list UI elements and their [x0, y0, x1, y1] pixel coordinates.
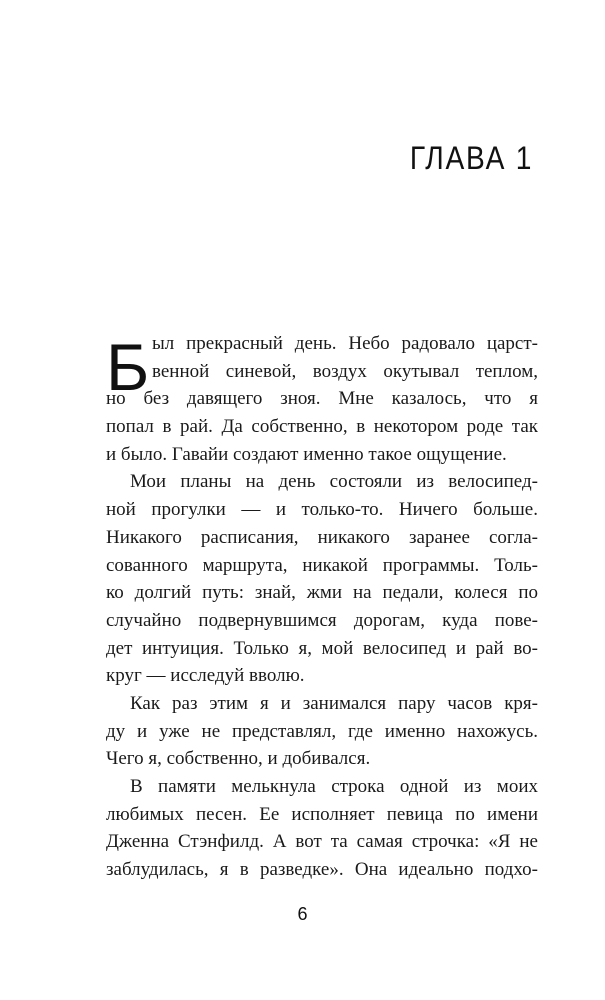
- text-line: ко долгий путь: знай, жми на педали, колеся по: [106, 582, 538, 604]
- text-line: любимых песен. Ее исполняет певица по имени: [106, 803, 538, 825]
- text-line: венной синевой, воздух окутывал теплом,: [152, 360, 538, 382]
- text-line: и было. Гавайи создают именно такое ощущение.: [106, 443, 507, 465]
- text-line: круг — исследуй вволю.: [106, 665, 305, 687]
- text-line: ыл прекрасный день. Небо радовало царст-: [152, 333, 538, 354]
- text-line: но без давящего зноя. Мне казалось, что я: [106, 388, 538, 410]
- text-line: ной прогулки — и только-то. Ничего больше.: [106, 499, 538, 521]
- body-text: [106, 330, 538, 884]
- chapter-title: ГЛАВА 1: [409, 140, 533, 176]
- drop-cap: Б: [106, 330, 150, 404]
- text-line: ду и уже не представлял, где именно нахожусь.: [106, 720, 538, 742]
- text-line: попал в рай. Да собственно, в некотором роде так: [106, 416, 538, 438]
- text-line: Мои планы на день состояли из велосипед-: [130, 471, 538, 493]
- text-line: Никакого расписания, никакого заранее согла-: [106, 526, 538, 548]
- text-line: Чего я, собственно, и добивался.: [106, 748, 371, 770]
- text-line: дет интуиция. Только я, мой велосипед и рай во-: [106, 637, 538, 659]
- text-line: В памяти мелькнула строка одной из моих: [130, 776, 538, 797]
- text-line: заблудилась, я в разведке». Она идеально подхо-: [106, 859, 538, 881]
- text-line: Как раз этим я и занимался пару часов кря-: [130, 692, 538, 714]
- page-number: 6: [297, 904, 308, 924]
- text-line: случайно подвернувшимся дорогам, куда пове-: [106, 609, 538, 631]
- text-line: сованного маршрута, никакой программы. Толь-: [106, 554, 538, 576]
- text-line: Дженна Стэнфилд. А вот та самая строчка: «Я не: [106, 831, 538, 853]
